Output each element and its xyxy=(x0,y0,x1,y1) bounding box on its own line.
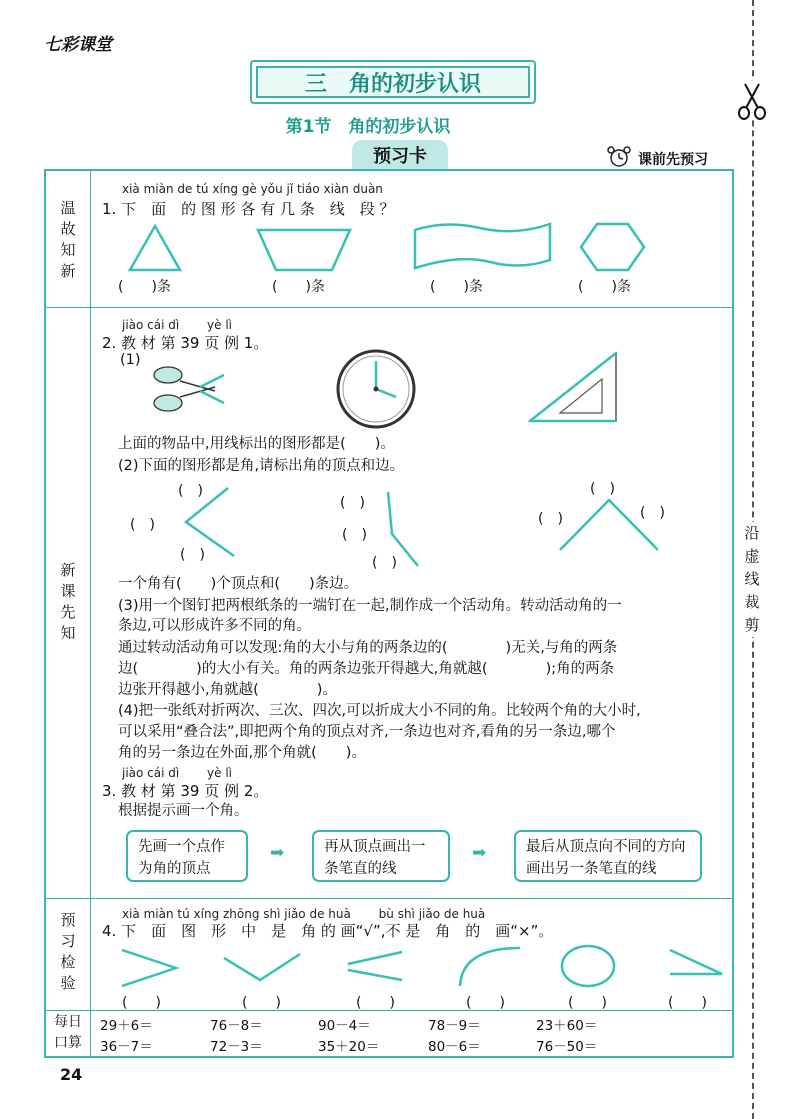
q2-line6: 通过转动活动角可以发现:角的大小与角的两条边的( )无关,与角的两条 xyxy=(118,640,618,656)
q4-shape-2 xyxy=(224,954,300,980)
q2-line8: 边张开得越小,角就越( )。 xyxy=(118,682,337,698)
side-label-daily: 每日口算 xyxy=(54,1014,82,1051)
q4-text: 4. 下 面 图 形 中 是 角 的 画“√”,不 是 角 的 画“×”。 xyxy=(102,922,554,940)
row-divider xyxy=(44,898,734,899)
q3-text: 3. 教 材 第 39 页 例 2。 xyxy=(102,782,269,800)
q1-blank-4[interactable]: ( )条 xyxy=(578,279,631,295)
q2-part1-label: (1) xyxy=(120,352,141,368)
q2-text: 2. 教 材 第 39 页 例 1。 xyxy=(102,334,269,352)
wavy-shape xyxy=(415,224,550,268)
oral-item[interactable]: 76－50＝ xyxy=(536,1039,598,1055)
q4-shape-6 xyxy=(670,950,722,974)
q1-shapes xyxy=(100,220,660,278)
q2-pinyin: jiào cái dì yè lì xyxy=(122,318,233,332)
angle2-blank-top[interactable]: ( ) xyxy=(340,495,365,511)
oral-item[interactable]: 72－3＝ xyxy=(210,1039,263,1055)
q2-line4: (3)用一个图钉把两根纸条的一端钉在一起,制作成一个活动角。转动活动角的一 xyxy=(118,598,622,614)
oral-item[interactable]: 36－7＝ xyxy=(100,1039,153,1055)
q1-blank-2[interactable]: ( )条 xyxy=(272,279,325,295)
q2-line10: 可以采用“叠合法”,即把两个角的顶点对齐,一条边也对齐,看角的另一条边,哪个 xyxy=(118,724,616,740)
q4-blank-3[interactable]: ( ) xyxy=(356,995,395,1011)
q3-sub: 根据提示画一个角。 xyxy=(118,803,249,819)
angle3-blank-left[interactable]: ( ) xyxy=(538,511,563,527)
q4-pinyin: xià miàn tú xíng zhōng shì jiǎo de huà bù shì jiǎo de huà xyxy=(122,907,486,921)
q3-step-1: 先画一个点作为角的顶点 xyxy=(126,830,248,882)
arrow-right-icon: ➡ xyxy=(472,843,487,863)
q4-blank-2[interactable]: ( ) xyxy=(242,995,281,1011)
q1-blank-3[interactable]: ( )条 xyxy=(430,279,483,295)
page-number: 24 xyxy=(60,1065,83,1084)
q4-shape-4 xyxy=(460,948,520,986)
scissors-icon xyxy=(736,80,768,120)
angle2-blank-vertex[interactable]: ( ) xyxy=(342,527,367,543)
q3-step-2: 再从顶点画出一条笔直的线 xyxy=(312,830,450,882)
q2-objects xyxy=(140,345,670,433)
cut-instruction: 沿虚线裁剪 xyxy=(738,522,766,637)
oral-item[interactable]: 29＋6＝ xyxy=(100,1018,153,1034)
angle1-blank-bottom[interactable]: ( ) xyxy=(180,547,205,563)
oral-item[interactable]: 78－9＝ xyxy=(428,1018,481,1034)
q2-line9: (4)把一张纸对折两次、三次、四次,可以折成大小不同的角。比较两个角的大小时, xyxy=(118,703,641,719)
oral-item[interactable]: 76－8＝ xyxy=(210,1018,263,1034)
oral-item[interactable]: 80－6＝ xyxy=(428,1039,481,1055)
q4-shape-5 xyxy=(562,946,614,986)
clock-object xyxy=(338,351,414,427)
hexagon-shape xyxy=(581,224,644,270)
arrow-right-icon: ➡ xyxy=(270,843,285,863)
q4-blank-6[interactable]: ( ) xyxy=(668,995,707,1011)
q1-blank-1[interactable]: ( )条 xyxy=(118,279,171,295)
q1-text: 1. 下 面 的 图 形 各 有 几 条 线 段 ？ xyxy=(102,200,395,218)
q2-line5: 条边,可以形成许多不同的角。 xyxy=(118,618,312,634)
brand-logo: 七彩课堂 xyxy=(44,35,112,55)
row-divider xyxy=(44,307,734,308)
triangle-shape xyxy=(130,226,180,270)
triangle-ruler-object xyxy=(530,353,616,421)
q2-line11: 角的另一条边在外面,那个角就( )。 xyxy=(118,745,366,761)
prestudy-label: 课前先预习 xyxy=(606,146,708,172)
oral-item[interactable]: 23＋60＝ xyxy=(536,1018,598,1034)
side-label-review: 温故知新 xyxy=(60,199,76,280)
q3-step-3: 最后从顶点向不同的方向画出另一条笔直的线 xyxy=(514,830,702,882)
side-column-divider xyxy=(90,169,91,1058)
oral-item[interactable]: 35＋20＝ xyxy=(318,1039,380,1055)
angle1-blank-top[interactable]: ( ) xyxy=(178,483,203,499)
trapezoid-shape xyxy=(258,230,350,270)
angle3-blank-vertex[interactable]: ( ) xyxy=(590,481,615,497)
side-label-check: 预习检验 xyxy=(60,911,76,992)
angle3-blank-right[interactable]: ( ) xyxy=(640,505,665,521)
side-label-new: 新课先知 xyxy=(60,561,76,642)
q4-blank-4[interactable]: ( ) xyxy=(466,995,505,1011)
chapter-title: 三 角的初步认识 xyxy=(250,60,536,104)
section-title: 第1节 角的初步认识 xyxy=(285,117,451,137)
q4-shape-1 xyxy=(122,950,176,986)
card-title: 预习卡 xyxy=(352,140,448,170)
q4-blank-5[interactable]: ( ) xyxy=(568,995,607,1011)
q2-line3: 一个角有( )个顶点和( )条边。 xyxy=(118,576,359,592)
q3-pinyin: jiào cái dì yè lì xyxy=(122,766,233,780)
q4-shape-3 xyxy=(348,952,402,964)
scissors-object xyxy=(154,367,224,411)
angle2-blank-bottom[interactable]: ( ) xyxy=(372,555,397,571)
q2-line2: (2)下面的图形都是角,请标出角的顶点和边。 xyxy=(118,458,405,474)
q2-line7: 边( )的大小有关。角的两条边张开得越大,角就越( );角的两条 xyxy=(118,661,615,677)
q4-blank-1[interactable]: ( ) xyxy=(122,995,161,1011)
angle1-blank-vertex[interactable]: ( ) xyxy=(130,517,155,533)
q2-line1: 上面的物品中,用线标出的图形都是( )。 xyxy=(118,436,395,452)
oral-item[interactable]: 90－4＝ xyxy=(318,1018,371,1034)
q4-shapes xyxy=(110,942,730,992)
q1-pinyin: xià miàn de tú xíng gè yǒu jǐ tiáo xiàn duàn xyxy=(122,182,383,196)
